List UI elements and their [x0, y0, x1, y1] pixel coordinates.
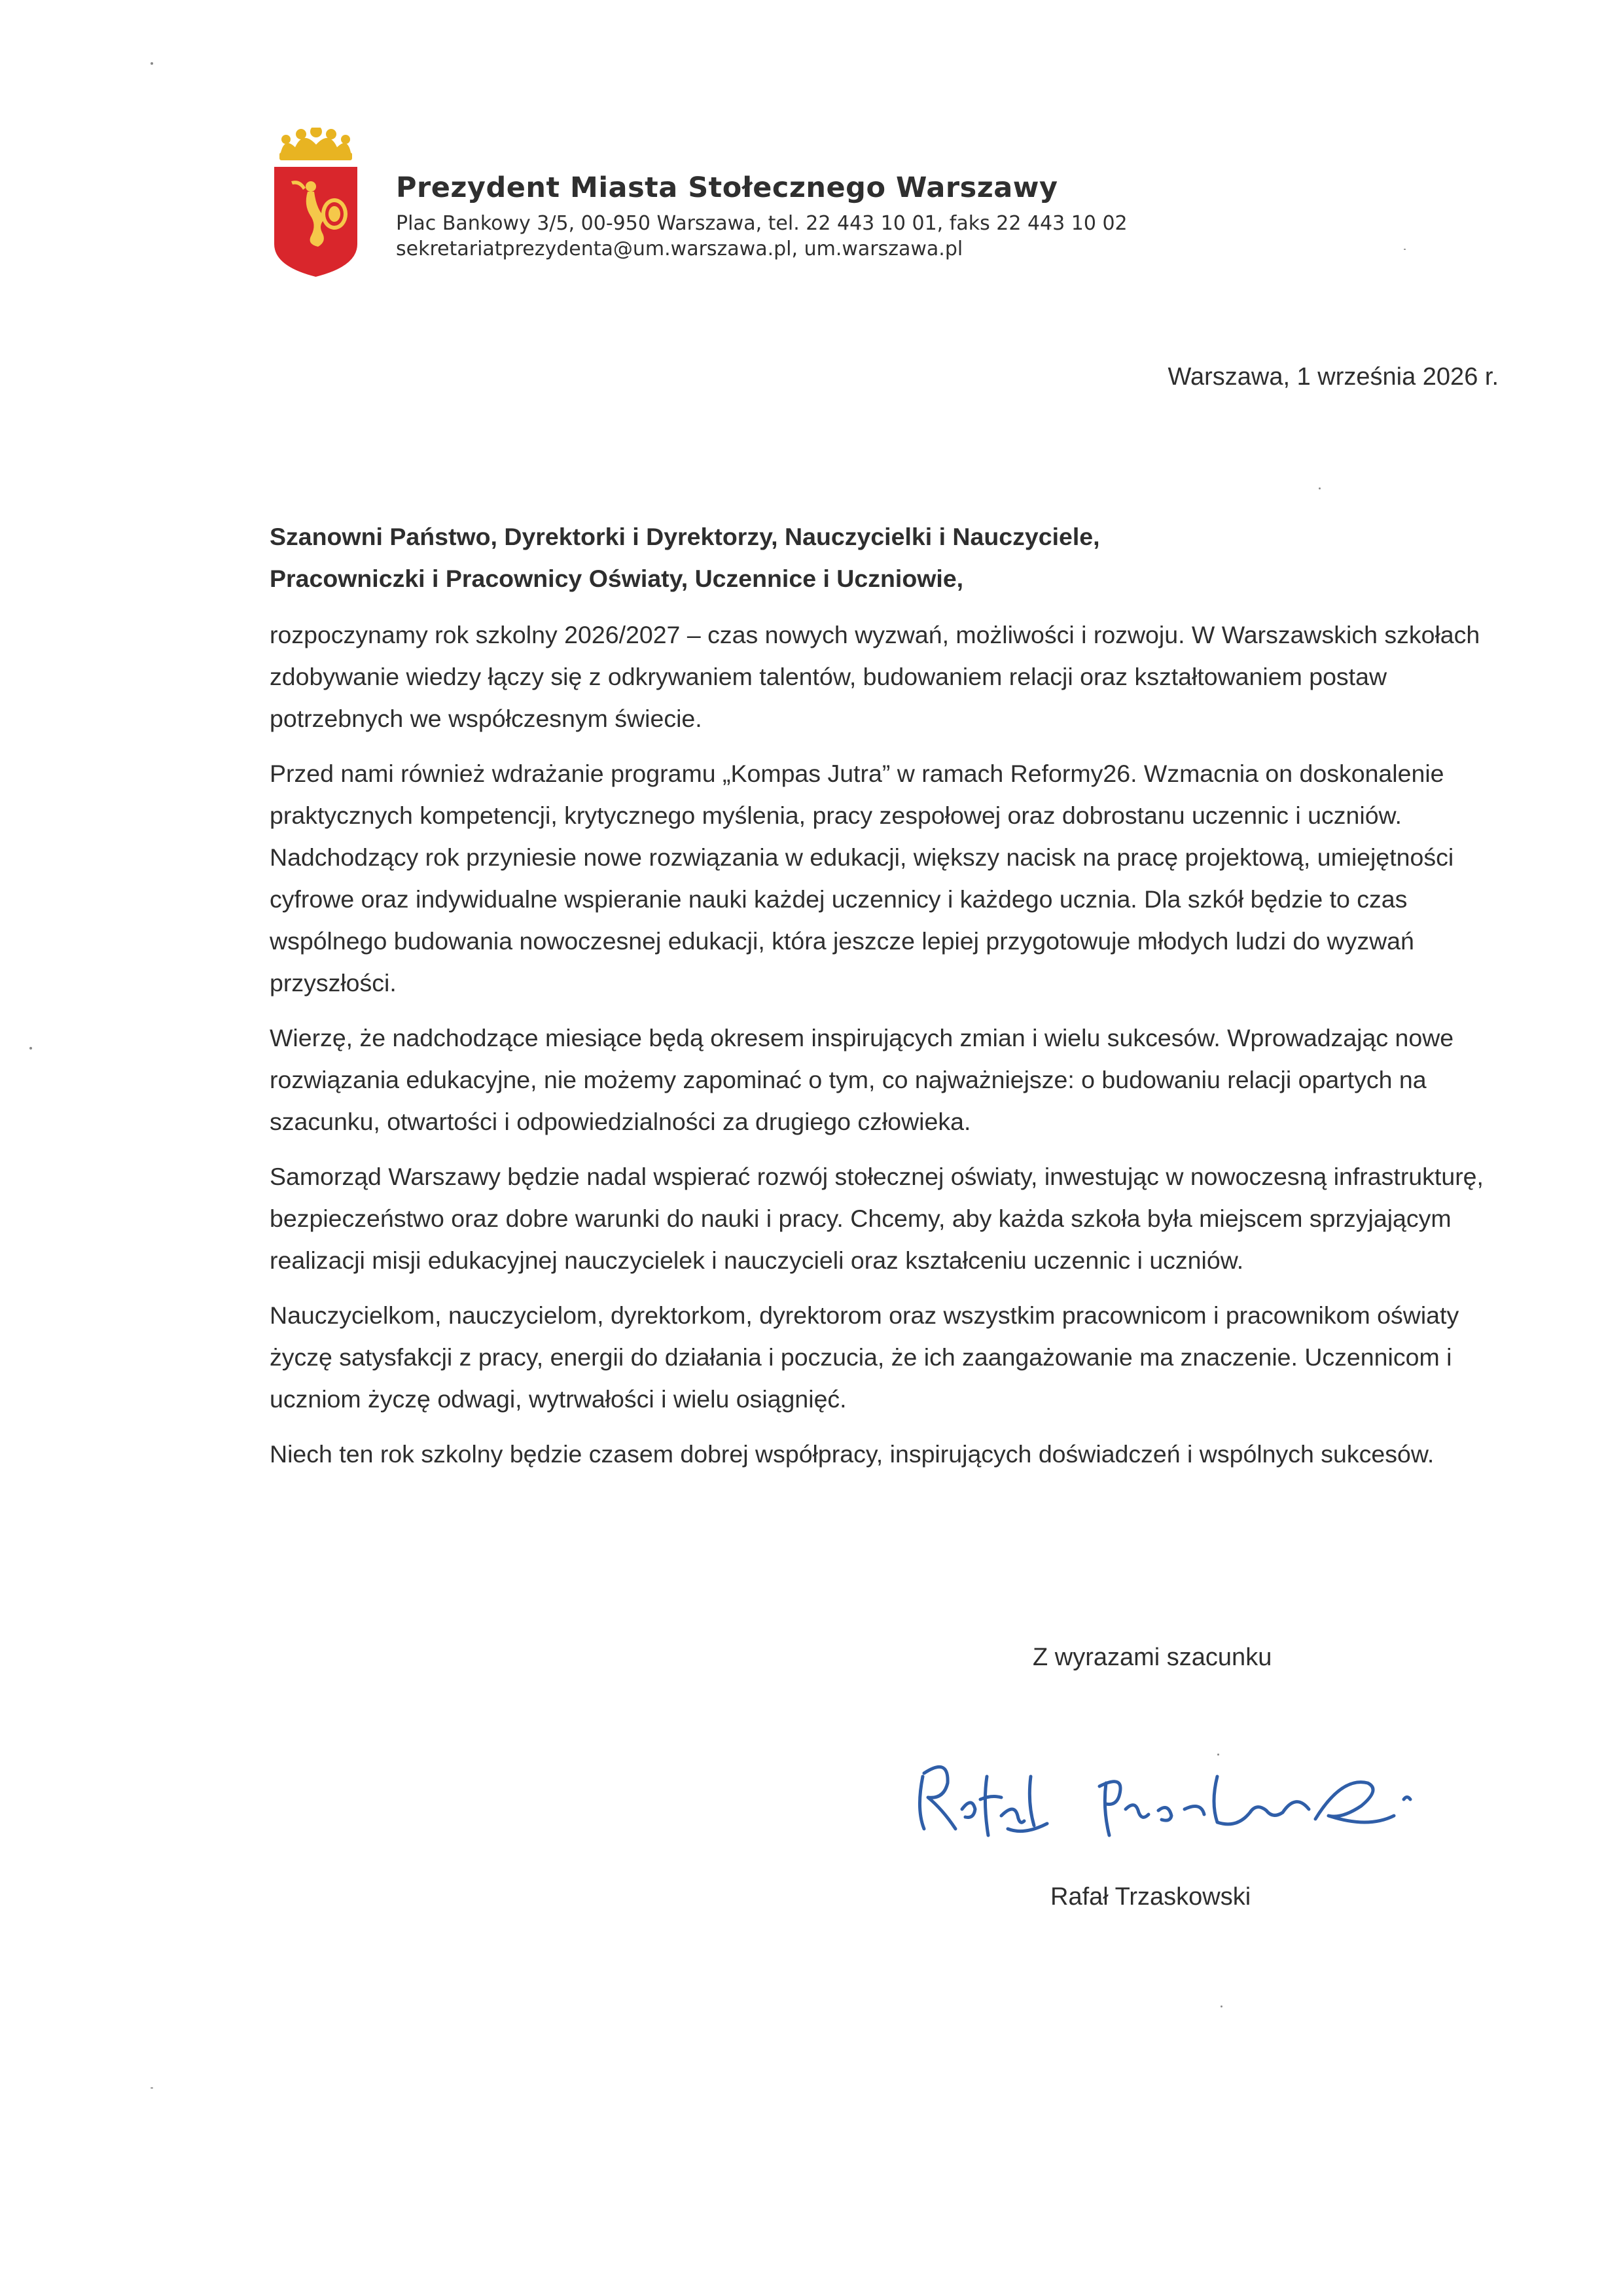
- scan-speck: [151, 2087, 153, 2089]
- paragraph: rozpoczynamy rok szkolny 2026/2027 – czas nowych wyzwań, możliwości i rozwoju. W Warszawskich szkołach zdobywanie wiedzy łączy się z odkrywaniem talentów, budowaniem relacji oraz kształtowaniem postaw potrzebnych we współczesnym świecie.: [270, 621, 1480, 732]
- scan-speck: [1319, 487, 1321, 489]
- letterhead-contact: sekretariatprezydenta@um.warszawa.pl, um.warszawa.pl: [396, 237, 963, 260]
- salutation-line: Pracowniczki i Pracownicy Oświaty, Uczennice i Uczniowie,: [270, 565, 964, 592]
- signer-name: Rafał Trzaskowski: [1050, 1883, 1251, 1911]
- paragraph: Przed nami również wdrażanie programu „Kompas Jutra” w ramach Reformy26. Wzmacnia on doskonalenie praktycznych kompetencji, krytycznego myślenia, pracy zespołowej oraz dobrostanu uczennic i uczniów. Nadchodzący rok przyniesie nowe rozwiązania w edukacji, większy nacisk na pracę projektową, umiejętności cyfrowe oraz indywidualne wspieranie nauki każdej uczennicy i każdego ucznia. Dla szkół będzie to czas wspólnego budowania nowoczesnej edukacji, która jeszcze lepiej przygotowuje młodych ludzi do wyzwań przyszłości.: [270, 760, 1454, 997]
- scan-speck: [29, 1047, 32, 1050]
- scan-speck: [1221, 2005, 1222, 2007]
- crown-icon: [279, 128, 352, 160]
- scan-speck: [151, 62, 153, 65]
- scan-speck: [1404, 249, 1406, 250]
- letterhead-title: Prezydent Miasta Stołecznego Warszawy: [396, 171, 1058, 204]
- handwritten-signature-icon: [910, 1737, 1433, 1852]
- paragraph: Samorząd Warszawy będzie nadal wspierać rozwój stołecznej oświaty, inwestując w nowoczesną infrastrukturę, bezpieczeństwo oraz dobre warunki do nauki i pracy. Chcemy, aby każda szkoła była miejscem sprzyjającym realizacji misji edukacyjnej nauczycielek i nauczycieli oraz kształceniu uczennic i uczniów.: [270, 1163, 1484, 1274]
- paragraph: Niech ten rok szkolny będzie czasem dobrej współpracy, inspirujących doświadczeń i wspólnych sukcesów.: [270, 1440, 1435, 1468]
- letterhead: [396, 171, 1128, 262]
- salutation: [270, 516, 1500, 599]
- paragraph: Wierzę, że nadchodzące miesiące będą okresem inspirujących zmian i wielu sukcesów. Wprowadzając nowe rozwiązania edukacyjne, nie możemy zapominać o tym, co najważniejsze: o budowaniu relacji opartych na szacunku, otwartości i odpowiedzialności za drugiego człowieka.: [270, 1024, 1454, 1135]
- closing-phrase: Z wyrazami szacunku: [1033, 1644, 1272, 1671]
- letter-body: [270, 516, 1500, 1488]
- letter-date: Warszawa, 1 września 2026 r.: [1168, 363, 1499, 391]
- letterhead-address: Plac Bankowy 3/5, 00-950 Warszawa, tel. 22 443 10 01, faks 22 443 10 02: [396, 211, 1128, 235]
- paragraph: Nauczycielkom, nauczycielom, dyrektorkom, dyrektorom oraz wszystkim pracownicom i pracownikom oświaty życzę satysfakcji z pracy, energii do działania i poczucia, że ich zaangażowanie ma znaczenie. Uczennicom i uczniom życzę odwagi, wytrwałości i wielu osiągnięć.: [270, 1301, 1459, 1413]
- salutation-line: Szanowni Państwo, Dyrektorki i Dyrektorzy, Nauczycielki i Nauczyciele,: [270, 523, 1100, 550]
- scan-speck: [1217, 1754, 1219, 1756]
- warsaw-coat-of-arms-icon: [272, 128, 360, 278]
